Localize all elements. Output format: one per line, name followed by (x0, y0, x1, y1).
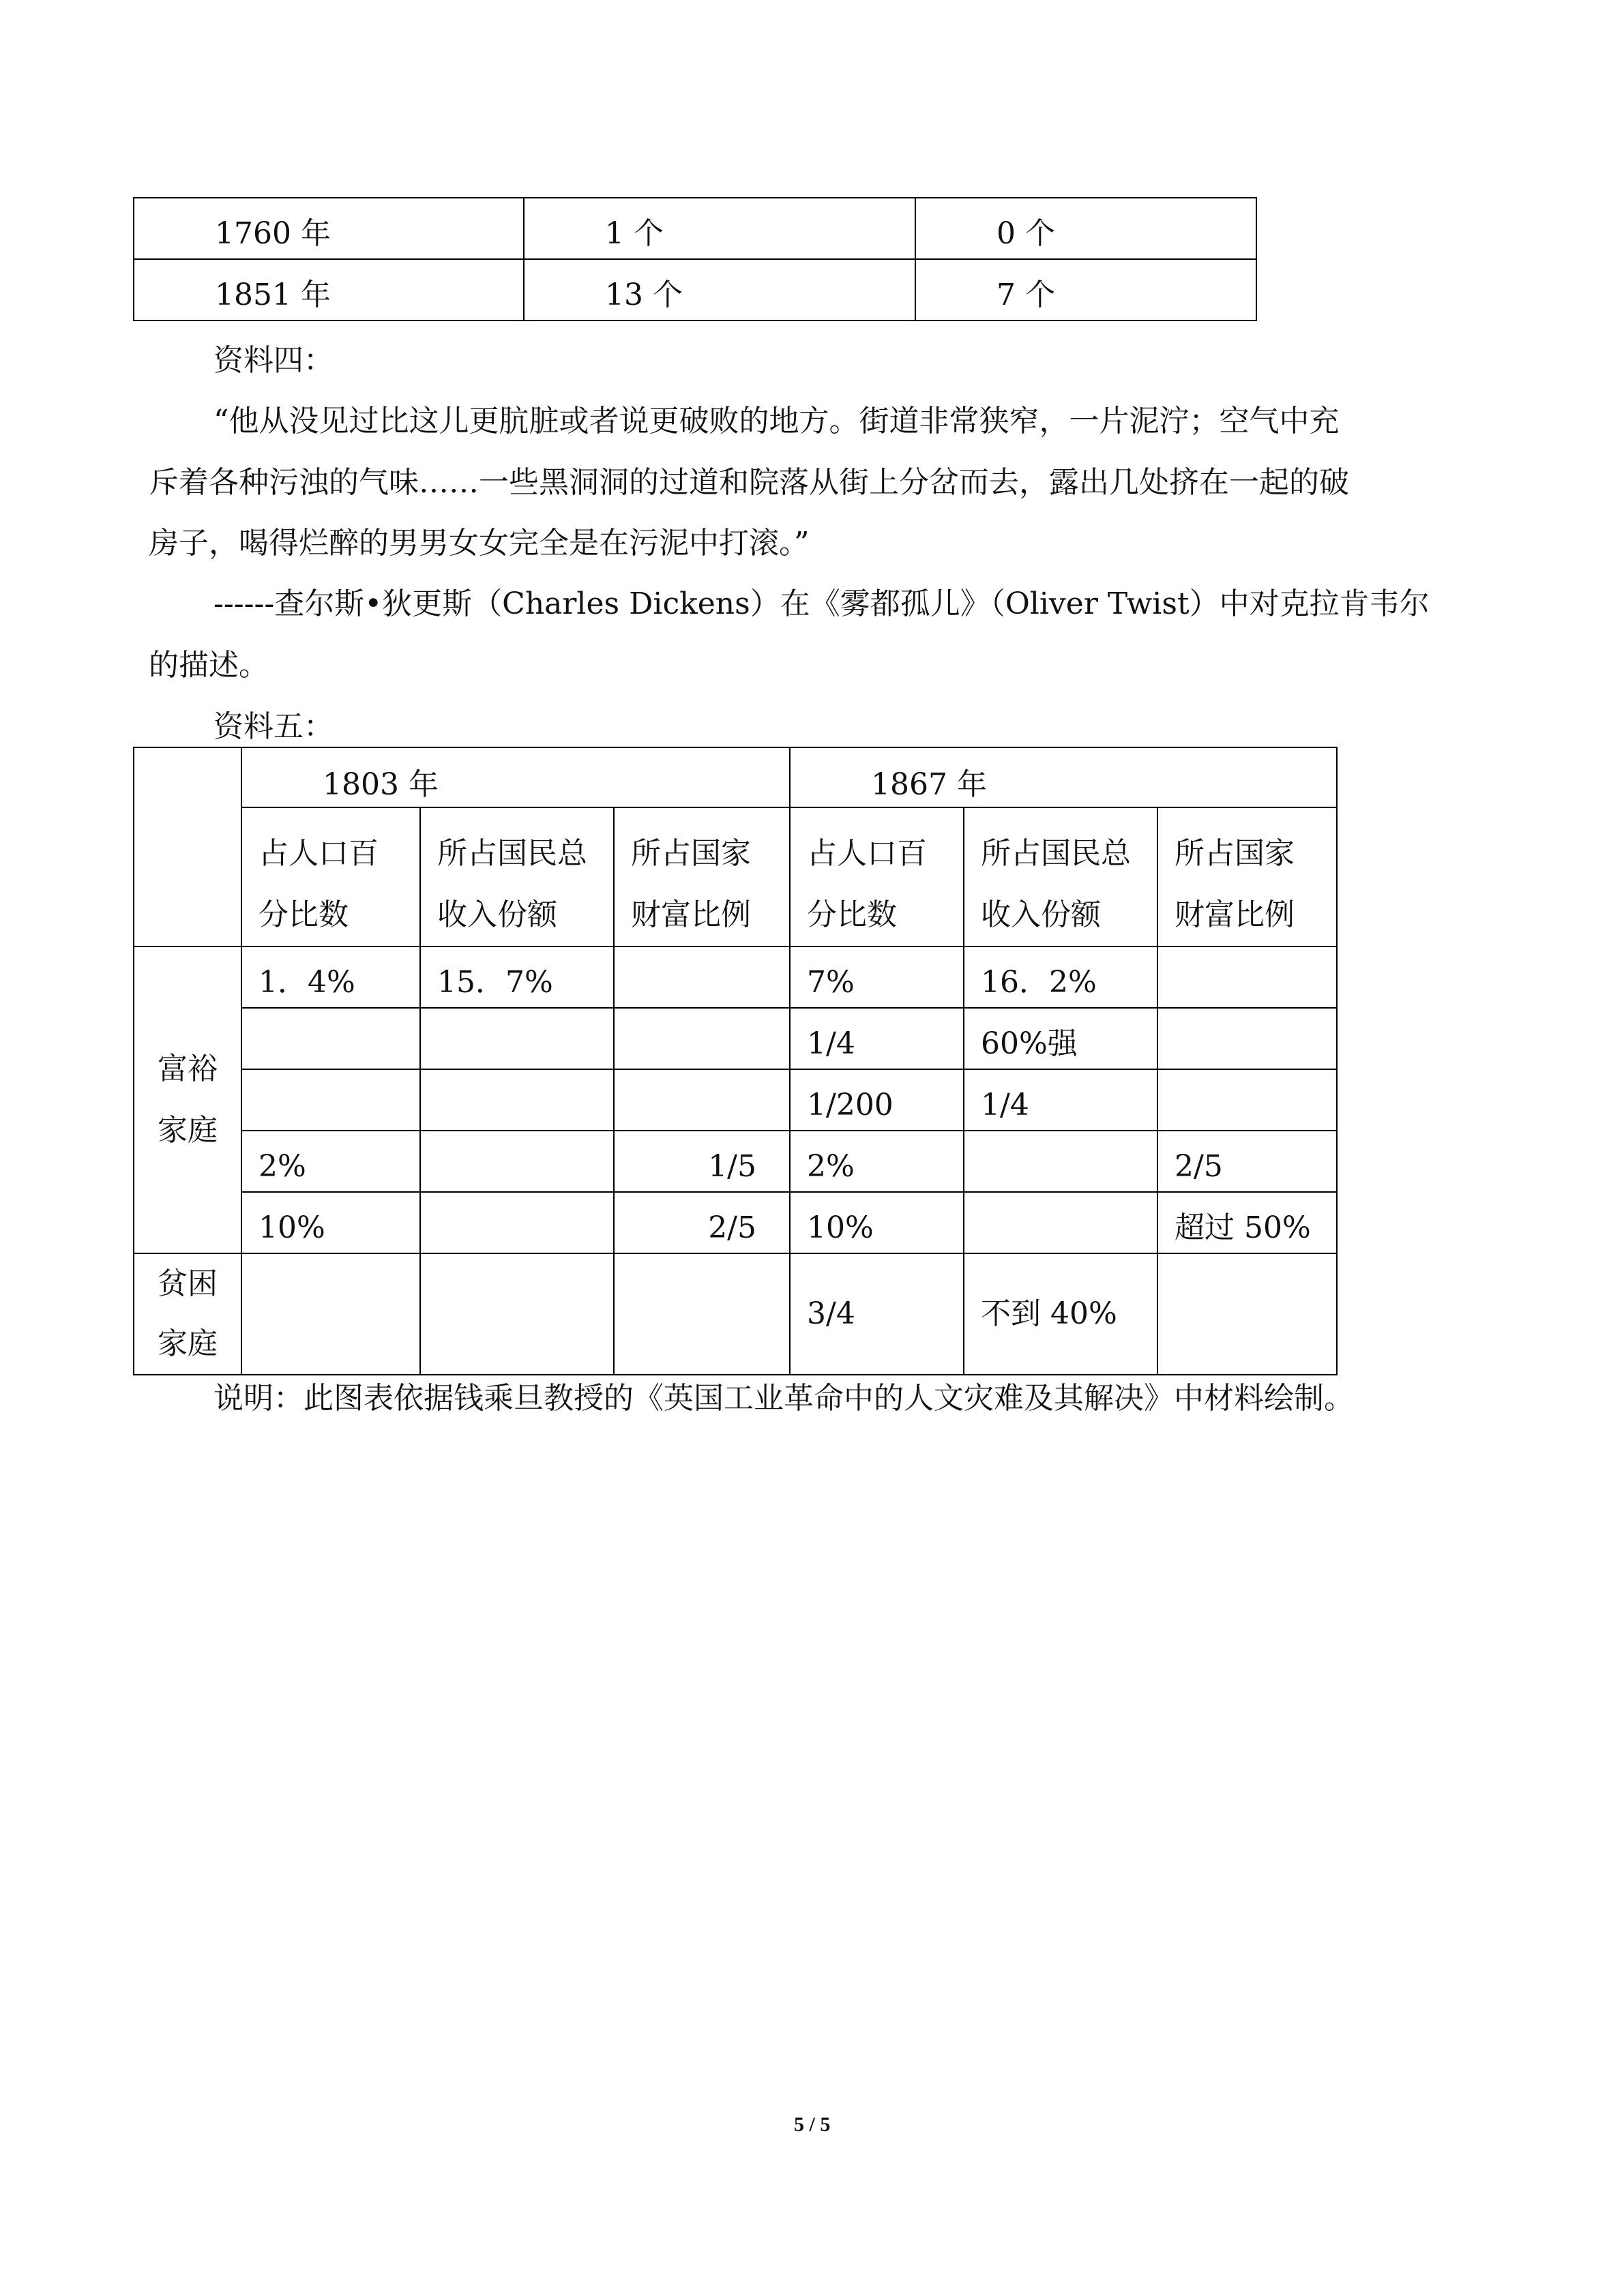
quote-line: 斥着各种污浊的气味……一些黑洞洞的过道和院落从街上分岔而去，露出几处挤在一起的破 (149, 465, 1349, 500)
column-header: 所占国民总 收入份额 (420, 807, 614, 946)
column-header: 占人口百 分比数 (241, 807, 420, 946)
table-corner-cell (134, 747, 241, 946)
table-cell (420, 1069, 614, 1131)
table-row (134, 946, 1337, 1008)
table-row (134, 198, 1256, 259)
table-row (134, 747, 1337, 807)
year-header-1867: 1867 年 (790, 747, 1337, 807)
material5-label: 资料五： (213, 709, 334, 744)
row-header-poor: 贫困 家庭 (134, 1253, 241, 1375)
table-cell: 15．7% (420, 946, 614, 1008)
table-cell (420, 1008, 614, 1069)
table-cell: 1760 年 (134, 198, 524, 259)
column-header: 所占国家 财富比例 (1157, 807, 1337, 946)
table-cell: 超过 50% (1157, 1192, 1337, 1253)
table-row (134, 1069, 1337, 1131)
table-cell (241, 1253, 420, 1375)
table-row (134, 1192, 1337, 1253)
table-cell (1157, 1008, 1337, 1069)
table-cell (614, 1008, 790, 1069)
table-cell: 3/4 (790, 1253, 964, 1375)
table-cell: 不到 40% (964, 1253, 1157, 1375)
table-cell: 10% (241, 1192, 420, 1253)
quote-line: 房子，喝得烂醉的男男女女完全是在污泥中打滚。” (149, 526, 810, 561)
table-row (134, 807, 1337, 946)
table-cell: 2/5 (614, 1192, 790, 1253)
column-header: 占人口百 分比数 (790, 807, 964, 946)
table-cell (964, 1131, 1157, 1192)
table-row (134, 1253, 1337, 1375)
table-cell: 2% (790, 1131, 964, 1192)
table-cell: 1 个 (524, 198, 915, 259)
table-cell (1157, 946, 1337, 1008)
table-cell: 7 个 (915, 259, 1256, 320)
column-header: 所占国家 财富比例 (614, 807, 790, 946)
table-cell: 60%强 (964, 1008, 1157, 1069)
table-cell: 13 个 (524, 259, 915, 320)
material4-label: 资料四： (213, 343, 334, 378)
table-cell: 1．4% (241, 946, 420, 1008)
row-header-rich: 富裕 家庭 (134, 946, 241, 1253)
table-cell: 1/5 (614, 1131, 790, 1192)
table-cell (420, 1253, 614, 1375)
year-header-1803: 1803 年 (241, 747, 790, 807)
table-cell (420, 1192, 614, 1253)
table-cell (614, 1253, 790, 1375)
table-cell (614, 1069, 790, 1131)
table-note: 说明：此图表依据钱乘旦教授的《英国工业革命中的人文灾难及其解决》中材料绘制。 (213, 1381, 1354, 1416)
table-cell (1157, 1069, 1337, 1131)
table-cell: 1/200 (790, 1069, 964, 1131)
table-cell (241, 1069, 420, 1131)
table-wealth-distribution (133, 747, 1338, 1375)
table-cell: 7% (790, 946, 964, 1008)
table-cell (614, 946, 790, 1008)
table-cell: 1851 年 (134, 259, 524, 320)
table-cell (964, 1192, 1157, 1253)
quote-line: “他从没见过比这儿更肮脏或者说更破败的地方。街道非常狭窄，一片泥泞；空气中充 (213, 404, 1340, 438)
table-row (134, 1131, 1337, 1192)
table-row (134, 1008, 1337, 1069)
table-city-count (133, 197, 1257, 321)
column-header: 所占国民总 收入份额 (964, 807, 1157, 946)
table-cell (241, 1008, 420, 1069)
table-cell: 1/4 (790, 1008, 964, 1069)
table-cell: 0 个 (915, 198, 1256, 259)
table-cell: 2/5 (1157, 1131, 1337, 1192)
source-line: ------查尔斯•狄更斯（Charles Dickens）在《雾都孤儿》（Oliver Twist）中对克拉肯韦尔 (213, 586, 1430, 621)
table-cell: 2% (241, 1131, 420, 1192)
table-cell: 10% (790, 1192, 964, 1253)
source-line: 的描述。 (149, 648, 269, 683)
table-row (134, 259, 1256, 320)
page-number: 5 / 5 (794, 2113, 831, 2136)
table-cell (420, 1131, 614, 1192)
table-cell: 1/4 (964, 1069, 1157, 1131)
table-cell (1157, 1253, 1337, 1375)
table-cell: 16．2% (964, 946, 1157, 1008)
